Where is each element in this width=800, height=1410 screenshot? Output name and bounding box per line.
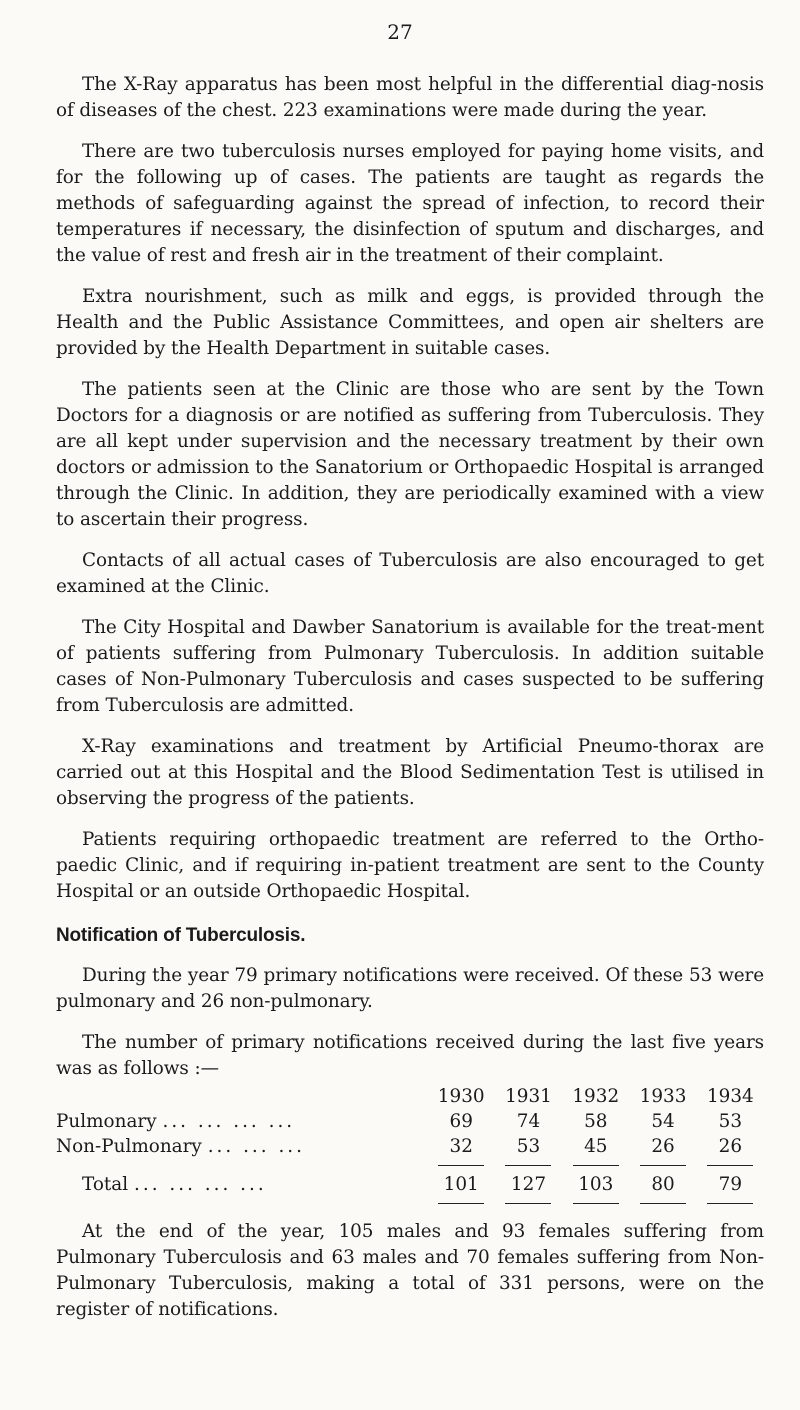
table-row [56, 1134, 764, 1159]
year-header: 1934 [706, 1086, 754, 1107]
table-cell: 101 [443, 1173, 479, 1195]
table-total-row [56, 1171, 764, 1197]
paragraph-xray: The X-Ray apparatus has been most helpful in the differential diag-nosis of diseases of the chest. 223 examinations were made during the year. [56, 74, 764, 121]
table-cell: 103 [578, 1173, 614, 1195]
page-number: 27 [387, 20, 413, 44]
table-cell: 127 [510, 1173, 547, 1195]
section-heading: Notification of Tuberculosis. [56, 925, 306, 946]
table-cell: 58 [584, 1111, 608, 1132]
paragraph-notifications-year: During the year 79 primary notifications were received. Of these 53 were pulmonary and 26 non-pulmonary. [56, 965, 764, 1012]
divider [573, 1203, 619, 1204]
paragraph-orthopaedic: Patients requiring orthopaedic treatment are referred to the Ortho-paedic Clinic, and if requiring in-patient treatment are sent to the County Hospital or an outside Orthopaedic Hospital. [56, 829, 764, 902]
divider [640, 1165, 686, 1166]
table-rule-row [56, 1159, 764, 1171]
paragraph-notifications-intro: The number of primary notifications received during the last five years was as follows :— [56, 1032, 764, 1079]
row-label: Total ... ... ... ... [82, 1173, 267, 1195]
table-cell: 74 [516, 1111, 541, 1132]
table-cell: 26 [651, 1136, 675, 1157]
divider [573, 1165, 619, 1166]
row-label: Pulmonary ... ... ... ... [56, 1111, 296, 1132]
divider [438, 1203, 484, 1204]
paragraph-clinic-patients: The patients seen at the Clinic are those who are sent by the Town Doctors for a diagnosis or are notified as suffering from Tuberculosis. They are all kept under supervision and the necessary treatment by their own doctors or admission to the Sanatorium or Orthopaedic Hospital is arranged through the Clinic. In addition, they are periodically examined with a view to ascertain their progress. [56, 379, 764, 530]
year-header: 1933 [639, 1086, 687, 1107]
divider [640, 1203, 686, 1204]
paragraph-register: At the end of the year, 105 males and 93 females suffering from Pulmonary Tuberculosis and 63 males and 70 females suffering from Non-Pulmonary Tuberculosis, making a total of 331 persons, were on the register of notifications. [56, 1221, 764, 1320]
table-cell: 45 [584, 1136, 608, 1157]
paragraph-nourishment: Extra nourishment, such as milk and eggs, is provided through the Health and the Public Assistance Committees, and open air shelters are provided by the Health Department in suitable cases. [56, 286, 764, 359]
table-cell: 80 [651, 1173, 675, 1195]
table-cell: 54 [651, 1111, 675, 1132]
paragraph-contacts: Contacts of all actual cases of Tuberculosis are also encouraged to get examined at the Clinic. [56, 550, 764, 597]
table-cell: 53 [516, 1136, 541, 1157]
divider [438, 1165, 484, 1166]
row-label: Non-Pulmonary ... ... ... [56, 1136, 305, 1157]
table-row [56, 1109, 764, 1134]
paragraph-nurses: There are two tuberculosis nurses employed for paying home visits, and for the following up of cases. The patients are taught as regards the methods of safeguarding against the spread of infection, to record their temperatures if necessary, the disinfection of sputum and discharges, and the value of rest and fresh air in the treatment of their complaint. [56, 141, 764, 266]
paragraph-city-hospital: The City Hospital and Dawber Sanatorium is available for the treat-ment of patients suffering from Pulmonary Tuberculosis. In addition suitable cases of Non-Pulmonary Tuberculosis and cases suspected to be suffering from Tuberculosis are admitted. [56, 617, 764, 716]
divider [505, 1165, 551, 1166]
table-cell: 69 [449, 1111, 473, 1132]
table-cell: 79 [718, 1173, 743, 1195]
divider [707, 1165, 753, 1166]
notifications-table [56, 1084, 764, 1219]
table-cell: 32 [449, 1136, 473, 1157]
table-rule-row [56, 1197, 764, 1209]
year-header: 1932 [572, 1086, 620, 1107]
table-cell: 26 [718, 1136, 743, 1157]
divider [707, 1203, 753, 1204]
year-header: 1931 [505, 1086, 552, 1107]
table-header-row [56, 1084, 764, 1109]
body-text [56, 72, 764, 1338]
table-cell: 53 [718, 1111, 743, 1132]
paragraph-xray-treatment: X-Ray examinations and treatment by Artificial Pneumo-thorax are carried out at this Hospital and the Blood Sedimentation Test is utilised in observing the progress of the patients. [56, 736, 764, 809]
divider [505, 1203, 551, 1204]
year-header: 1930 [437, 1086, 485, 1107]
